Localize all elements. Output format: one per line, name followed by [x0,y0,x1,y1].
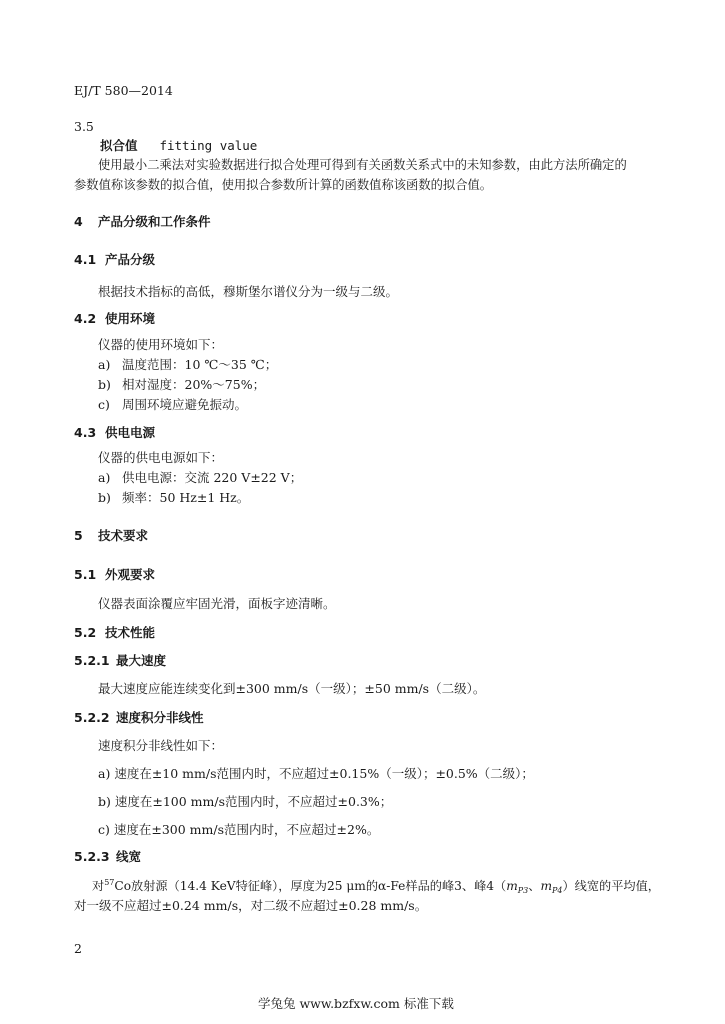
section-4-2-intro: 仪器的使用环境如下： [98,337,224,352]
list-item [98,356,277,374]
list-item-label: b) [98,794,111,809]
list-item-label: a) [98,766,111,781]
list-item [98,489,249,507]
section-4-heading [74,213,211,231]
list-item-label: b) [98,377,111,392]
section-5-2-2-heading [74,709,204,727]
text-fragment: 对 [92,879,105,893]
list-item [98,376,265,394]
symbol-m: m [540,879,553,893]
term-entry [100,137,257,155]
text-fragment: ）线宽的平均值， [562,879,660,893]
section-5-2-heading [74,624,155,642]
section-5-2-1-text: 最大速度应能连续变化到±300 mm/s（一级）；±50 mm/s（二级）。 [98,681,486,696]
term-en: fitting value [159,138,258,153]
symbol-m: m [506,879,518,893]
definition-line-1: 使用最小二乘法对实验数据进行拟合处理可得到有关函数关系式中的未知参数，由此方法所确定的 [98,158,627,172]
section-4-3-number: 4.3 [74,425,97,440]
text-fragment: 、 [528,879,541,893]
section-5-1-text: 仪器表面涂覆应牢固光滑，面板字迹清晰。 [98,596,336,611]
section-5-2-2-title: 速度积分非线性 [116,710,204,725]
section-5-2-2-intro: 速度积分非线性如下： [98,738,224,753]
list-item [98,765,534,783]
section-5-1-title: 外观要求 [105,567,156,582]
list-item-text: 速度在±10 mm/s范围内时，不应超过±0.15%（一级）；±0.5%（二级）； [114,766,534,781]
section-5-2-3-heading [74,848,141,866]
list-item [98,396,247,414]
list-item-text: 速度在±300 mm/s范围内时，不应超过±2%。 [113,822,380,837]
section-5-2-3-title: 线宽 [116,849,142,864]
definition-line-2: 参数值称该参数的拟合值，使用拟合参数所计算的函数值称该函数的拟合值。 [74,178,493,192]
list-item-label: a) [98,357,111,372]
list-item [98,793,392,811]
page-number: 2 [74,941,82,956]
section-4-1-title: 产品分级 [105,252,156,267]
section-5-1-heading [74,566,155,584]
list-item [98,469,302,487]
list-item-text: 速度在±100 mm/s范围内时，不应超过±0.3%； [114,794,393,809]
list-item-text: 频率：50 Hz±1 Hz。 [122,490,250,505]
section-4-2-heading [74,310,155,328]
section-5-2-3-line-1 [92,877,660,897]
section-4-1-text: 根据技术指标的高低，穆斯堡尔谱仪分为一级与二级。 [98,284,399,299]
list-item-label: b) [98,490,111,505]
footer-watermark: 学兔兔 www.bzfxw.com 标准下载 [258,996,454,1011]
section-4-2-number: 4.2 [74,311,97,326]
list-item-text: 相对湿度：20%～75%； [122,377,266,392]
section-5-1-number: 5.1 [74,567,97,582]
section-4-1-heading [74,251,155,269]
section-4-2-title: 使用环境 [105,311,156,326]
section-5-2-1-heading [74,652,166,670]
section-5-2-2-number: 5.2.2 [74,710,110,725]
subscript-p4: P4 [552,886,563,895]
clause-3-5-number: 3.5 [74,119,94,134]
section-5-2-number: 5.2 [74,625,97,640]
section-5-heading [74,527,148,545]
list-item-label: c) [98,397,110,412]
section-5-2-3-line-2: 对一级不应超过±0.24 mm/s，对二级不应超过±0.28 mm/s。 [74,898,428,913]
text-fragment: Co放射源（14.4 KeV特征峰），厚度为25 μm的α-Fe样品的峰3、峰4（ [114,879,507,893]
section-4-3-heading [74,424,155,442]
list-item-text: 供电电源：交流 220 V±22 V； [122,470,303,485]
section-4-1-number: 4.1 [74,252,97,267]
section-5-number: 5 [74,528,83,543]
section-4-title: 产品分级和工作条件 [98,214,211,229]
term-cn: 拟合值 [100,138,138,153]
section-4-3-title: 供电电源 [105,425,156,440]
subscript-p3: P3 [517,886,529,895]
list-item-label: a) [98,470,111,485]
section-5-2-1-number: 5.2.1 [74,653,110,668]
section-5-2-title: 技术性能 [105,625,156,640]
list-item-text: 周围环境应避免振动。 [122,397,248,412]
standard-code: EJ/T 580—2014 [74,83,173,98]
isotope-superscript: 57 [104,878,115,887]
section-4-3-intro: 仪器的供电电源如下： [98,450,224,465]
section-5-2-3-number: 5.2.3 [74,849,110,864]
list-item [98,821,379,839]
section-5-title: 技术要求 [98,528,149,543]
section-4-number: 4 [74,214,83,229]
list-item-label: c) [98,822,110,837]
list-item-text: 温度范围：10 ℃～35 ℃； [122,357,278,372]
section-5-2-1-title: 最大速度 [116,653,167,668]
